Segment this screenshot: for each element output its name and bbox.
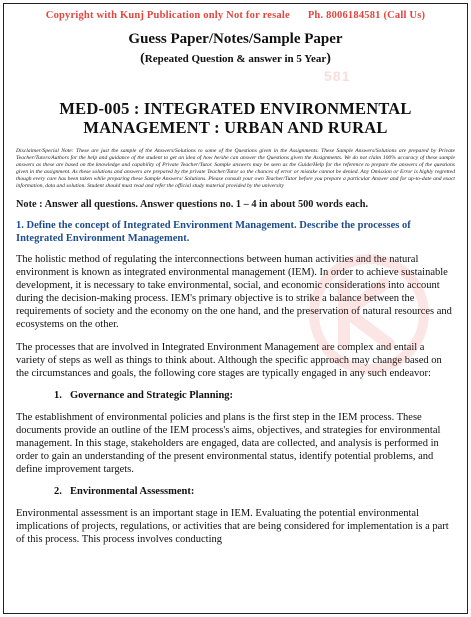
section-number-2: 2. [54, 486, 62, 497]
paren-open: ( [140, 51, 145, 66]
answer-paragraph-2: The processes that are involved in Integrated Environment Management are complex and entail a variety of steps as well as things to think about. Although the specific approach may change based on the circumstances and goals, the following core stages are typically engaged in any such endeavor: [16, 342, 442, 379]
instructions-note: Note : Answer all questions. Answer questions no. 1 – 4 in about 500 words each. [16, 199, 369, 210]
section-heading-1 [54, 390, 455, 401]
section-title-2: Environmental Assessment: [70, 486, 195, 497]
course-title [16, 99, 455, 137]
document-page [3, 3, 468, 614]
section-heading-2 [54, 486, 455, 497]
section-title-1: Governance and Strategic Planning: [70, 390, 234, 401]
guess-paper-title: Guess Paper/Notes/Sample Paper [128, 31, 343, 47]
answer-paragraph-4: Environmental assessment is an important stage in IEM. Evaluating the potential environmental implications of projects, regulations, or activities that are being considered for implementation is a part of this process. This process involves conducting [16, 508, 449, 545]
course-title-line1: MED-005 : INTEGRATED ENVIRONMENTAL [59, 99, 412, 118]
copyright-text: Copyright with Kunj Publication only Not for resale [45, 10, 290, 21]
repeated-question-text: Repeated Question & answer in 5 Year [144, 53, 327, 65]
question-1: 1. Define the concept of Integrated Environment Management. Describe the processes of Integrated Environment Management. [16, 220, 411, 244]
section-number-1: 1. [54, 390, 62, 401]
watermark-digits: 581 [324, 68, 351, 84]
copyright-line [16, 10, 455, 21]
disclaimer-note: Disclaimer/Special Note: These are just the sample of the Answers/Solutions to some of the Questions given in the Assignments. These Sample Answers/Solutions are prepared by Private Teacher/Tutors/Authors for the help and guidance of the student to get an idea of how he/she can answer the Questions given the Assignments. We do not claim 100% accuracy of these sample answers as these are based on the knowledge and capability of Private Teacher/Tutor. Sample answers may be seen as the Guide/Help for the reference to prepare the answers of the questions given in the assignment. As these solutions and answers are prepared by the private Teacher/Tutor so the chances of error or mistake cannot be denied. Any Omission or Error is highly regretted though every care has been taken while preparing these Sample Answers/ Solutions. Please consult your own Teacher/Tutor before you prepare a particular Answer and for up-to-date and exact information, data and solution. Student should must read and refer the official study material provided by the university [16, 148, 455, 189]
answer-paragraph-1: The holistic method of regulating the interconnections between human activities and the natural environment is known as integrated environmental management (IEM). In order to achieve sustainable development, it is necessary to take environmental, social, and economic considerations into account during the decision-making process. IEM's primary objective is to strike a balance between the requirements of society and the economy on the one hand, and the preservation of natural resources and ecosystems on the other. [16, 254, 452, 330]
course-title-line2: MANAGEMENT : URBAN AND RURAL [83, 118, 388, 137]
repeated-question-line [16, 51, 455, 67]
answer-paragraph-3: The establishment of environmental policies and plans is the first step in the IEM process. These documents provide an outline of the IEM process's aims, objectives, and strategies for environmental management. In this stage, stakeholders are engaged, data are collected, and analysis is performed in order to gain an understanding of the present environmental status, identify potential problems, and define improvement targets. [16, 412, 441, 475]
phone-text: Ph. 8006184581 (Call Us) [307, 10, 426, 21]
paren-close: ) [326, 51, 331, 66]
